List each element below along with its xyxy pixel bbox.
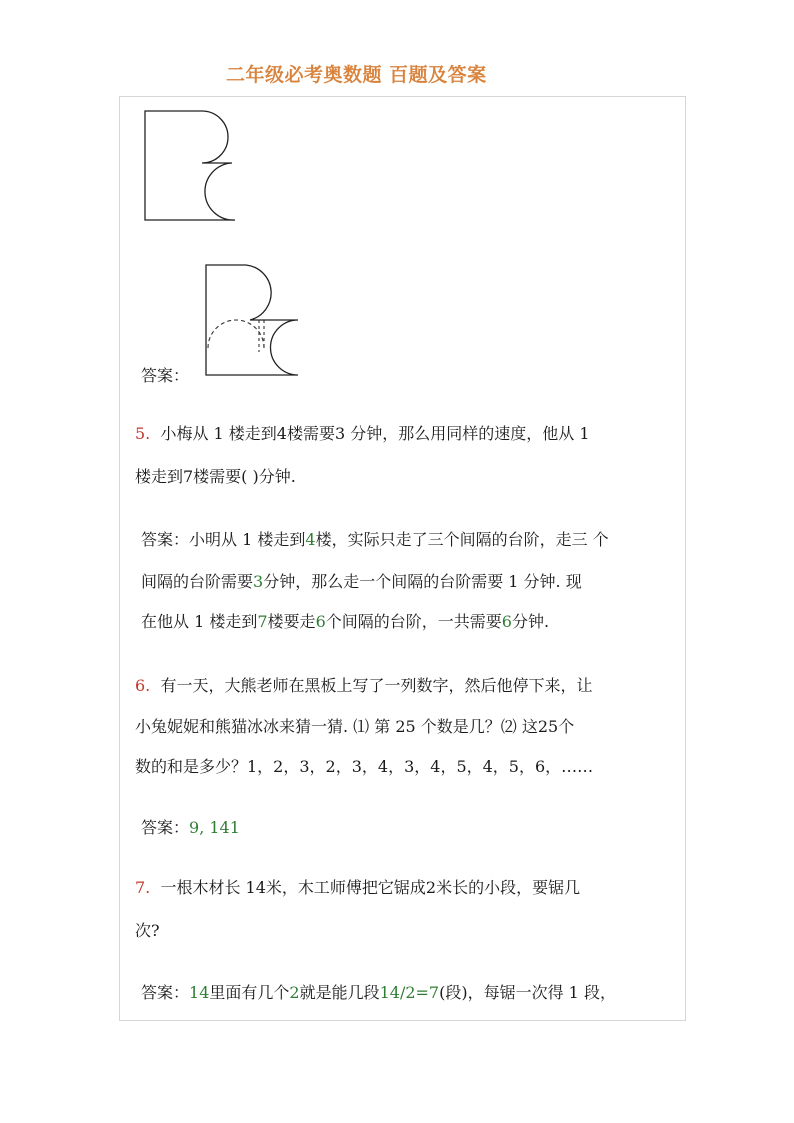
puzzle-figure bbox=[140, 107, 250, 229]
question-6-line2: 小兔妮妮和熊猫冰冰来猜一猜. ⑴ 第 25 个数是几？⑵ 这25个 bbox=[135, 717, 575, 736]
question-6-line3: 数的和是多少？1，2，3，2，3，4，3，4，5，4，5，6，…… bbox=[135, 757, 594, 776]
figure-answer-label: 答案： bbox=[141, 366, 190, 385]
answer-text: 个间隔的台阶，一共需要 bbox=[325, 612, 502, 631]
question-number: 6. bbox=[135, 676, 151, 695]
question-number: 5. bbox=[135, 424, 151, 443]
answer-figure bbox=[198, 260, 310, 382]
question-number: 7. bbox=[135, 878, 151, 897]
answer-label: 答案： bbox=[141, 530, 190, 549]
answer-label: 答案： bbox=[141, 983, 190, 1002]
page-title: 二年级必考奥数题 百题及答案 bbox=[226, 64, 487, 86]
answer-text: (段)，每锯一次得 1 段， bbox=[439, 983, 616, 1002]
answer-text: 分钟，那么走一个间隔的台阶需要 1 分钟. 现 bbox=[263, 572, 582, 591]
answer-number: 14/2=7 bbox=[379, 983, 440, 1002]
question-7 bbox=[135, 878, 580, 898]
answer-text: 分钟. bbox=[511, 612, 550, 631]
answer-text: 里面有几个 bbox=[209, 983, 290, 1002]
answer-text: 楼要走 bbox=[267, 612, 316, 631]
answer-number: 4 bbox=[305, 530, 316, 549]
answer-value: 9, 141 bbox=[189, 818, 240, 837]
answer-text: 就是能几段 bbox=[299, 983, 380, 1002]
answer-number: 6 bbox=[315, 612, 326, 631]
answer-6 bbox=[141, 818, 240, 838]
answer-number: 7 bbox=[257, 612, 268, 631]
question-text: 有一天，大熊老师在黑板上写了一列数字，然后他停下来，让 bbox=[160, 676, 593, 695]
question-6 bbox=[135, 676, 592, 696]
answer-5 bbox=[141, 530, 609, 550]
answer-5-line2 bbox=[141, 572, 582, 592]
answer-5-line3 bbox=[141, 612, 549, 632]
question-5-line2: 楼走到7楼需要( )分钟. bbox=[135, 467, 296, 486]
answer-number: 6 bbox=[501, 612, 512, 631]
question-text: 小梅从 1 楼走到4楼需要3 分钟，那么用同样的速度，他从 1 bbox=[160, 424, 590, 443]
answer-label: 答案： bbox=[141, 818, 190, 837]
answer-7 bbox=[141, 983, 616, 1003]
answer-number: 14 bbox=[189, 983, 210, 1002]
answer-number: 3 bbox=[253, 572, 264, 591]
answer-text: 间隔的台阶需要 bbox=[141, 572, 254, 591]
answer-text: 楼，实际只走了三个间隔的台阶，走三 个 bbox=[315, 530, 609, 549]
answer-text: 在他从 1 楼走到 bbox=[141, 612, 258, 631]
answer-text: 小明从 1 楼走到 bbox=[189, 530, 306, 549]
question-text: 一根木材长 14米，木工师傅把它锯成2米长的小段，要锯几 bbox=[160, 878, 581, 897]
question-7-line2: 次? bbox=[135, 921, 160, 940]
answer-number: 2 bbox=[289, 983, 300, 1002]
question-5 bbox=[135, 424, 590, 444]
